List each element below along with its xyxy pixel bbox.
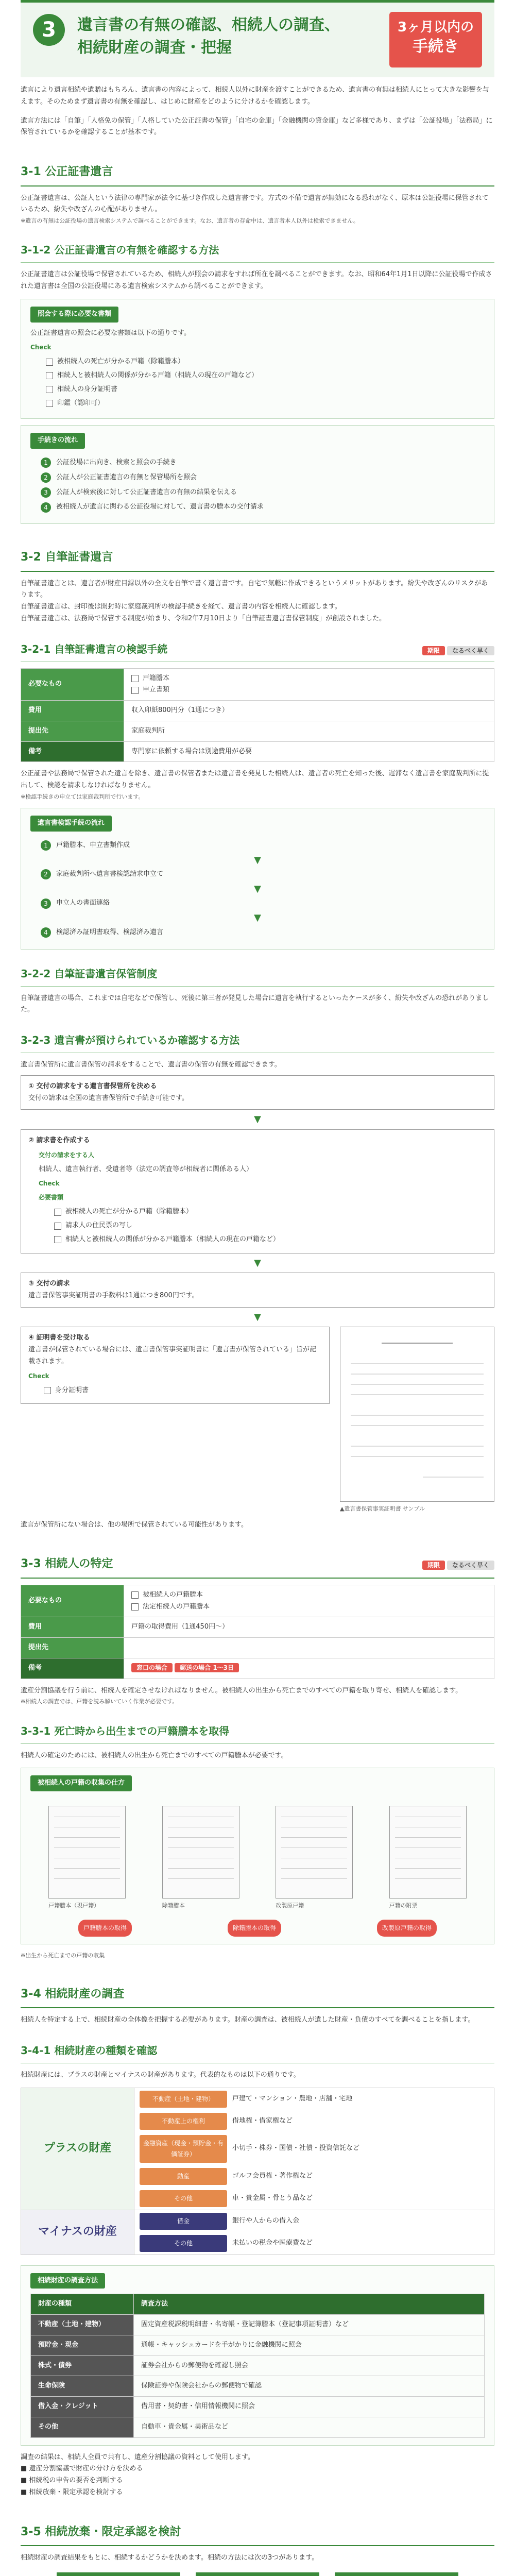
section-title-text: 3-3 相続人の特定 (21, 1557, 113, 1571)
table-header-cell: 必要なもの (21, 1585, 124, 1617)
intro-paragraph: 遺言により遺言相続や遺贈はもちろん、遺言書の内容によって、相続人以外に財産を渡すことができるため、遺言書の有無は相続人にとって大きな影響を与えます。そのためまず遺言書の有無を確認し、はじめに財産をどのように分けるかを確認します。 (21, 86, 489, 106)
flow-step (41, 927, 485, 939)
asset-row (134, 2188, 494, 2210)
deadline-tag: 期限 (422, 646, 445, 655)
box-heading: 照会する際に必要な書類 (30, 307, 118, 323)
table-row (31, 2376, 485, 2397)
checkbox-icon (54, 1223, 61, 1230)
paragraph: 相続人の確定のためには、被相続人の出生から死亡までのすべての戸籍謄本が必要です。 (21, 1751, 288, 1759)
flow-step (41, 472, 485, 484)
asset-label: 動産 (140, 2168, 227, 2185)
badge-line-2: 手続き (413, 37, 459, 56)
table-header-cell: 提出先 (21, 721, 124, 741)
subsection-title (21, 640, 494, 662)
subsection-title-text: 3-2-2 自筆証書遺言保管制度 (21, 967, 158, 980)
table-row (21, 1638, 494, 1658)
checklist-item (54, 1220, 487, 1232)
doc-caption: 戸籍謄本（現戸籍） (48, 1902, 100, 1909)
table-header-row (31, 2294, 485, 2315)
flow-box (21, 808, 494, 950)
certificate-sample (340, 1323, 494, 1514)
checkbox-icon (44, 1387, 51, 1394)
asset-row (134, 2088, 494, 2110)
step-text: 被相続人が遺言に関わる公証役場に対して、遺言書の謄本の交付請求 (56, 503, 264, 511)
survey-methods-box (21, 2265, 494, 2446)
checkbox-icon (131, 687, 139, 694)
list-item: ■ 遺産分割協議で財産の分け方を決める (21, 2465, 143, 2473)
table-cell: 保険証券や保険会社からの郵便物で確認 (134, 2376, 485, 2397)
table-row (21, 1658, 494, 1679)
table-header-cell: 費用 (21, 701, 124, 721)
step-number-icon: 1 (41, 457, 51, 468)
koseki-label: 戸籍謄本の取得 (78, 1920, 132, 1937)
minus-assets (21, 2210, 494, 2255)
paragraph: 遺言書保管所に遺言書保管の請求をすることで、遺言書の保管の有無を確認できます。 (21, 1061, 281, 1069)
asset-value: 小切手・株券・国債・社債・投資信託など (232, 2144, 360, 2153)
step-text: 検認済み証明書取得、検認済み遺言 (56, 928, 164, 936)
koseki-doc (162, 1806, 239, 1910)
step-text: 家庭裁判所へ遺言書検認請求申立て (56, 870, 164, 878)
table-header-cell: 備考 (21, 1658, 124, 1679)
table-cell (124, 1638, 494, 1658)
table-row (21, 1617, 494, 1638)
table-cell: 専門家に依頼する場合は別途費用が必要 (124, 741, 494, 762)
subsection-title-text: 3-4-1 相続財産の種類を確認 (21, 2044, 158, 2057)
asset-value: 借地権・借家権など (232, 2116, 293, 2125)
sub-label: 必要書類 (39, 1194, 64, 1201)
table-cell: 通帳・キャッシュカードを手がかりに金融機関に照会 (134, 2335, 485, 2355)
section-title (21, 2522, 494, 2547)
arrow-down-icon: ▼ (254, 883, 261, 894)
inheritance-options (21, 2572, 494, 2576)
asset-side-label: マイナスの財産 (21, 2210, 134, 2255)
checklist-item (46, 384, 485, 396)
box-heading: 被相続人の戸籍の収集の仕方 (30, 1775, 132, 1791)
note: ※相続人の調査では、戸籍を読み解いていく作業が必要です。 (21, 1698, 178, 1705)
checkbox-icon (131, 1603, 139, 1611)
asset-label: 不動産（土地・建物） (140, 2091, 227, 2108)
procedure-step (21, 1273, 494, 1308)
table-header-cell: 必要なもの (21, 668, 124, 701)
checkbox-icon (46, 359, 53, 366)
section-title (21, 162, 494, 187)
koseki-doc (389, 1806, 467, 1910)
checklist-text: 被相続人の死亡が分かる戸籍（除籍謄本） (65, 1208, 193, 1216)
checkbox-icon (46, 386, 53, 393)
chapter-title (77, 14, 376, 59)
paragraph: 自筆証書遺言の場合、これまでは自宅などで保管し、死後に第三者が発見した場合に遺言を執行するといったケースが多く、紛失や改ざんの恐れがありました。 (21, 994, 489, 1014)
subsection-title (21, 1722, 494, 1744)
step-heading: ① 交付の請求をする遺言書保管所を決める (28, 1082, 157, 1090)
step-heading: ③ 交付の請求 (28, 1280, 70, 1288)
step-text: 遺言書保管事実証明書の手数料は1通につき800円です。 (28, 1291, 199, 1299)
table-row (31, 2335, 485, 2355)
koseki-doc (276, 1806, 353, 1910)
arrow-down-icon: ▼ (254, 1257, 261, 1268)
table-header-cell: 借入金・クレジット (31, 2397, 134, 2417)
asset-label: その他 (140, 2235, 227, 2252)
flow-step (41, 457, 485, 469)
koseki-label: 改製原戸籍の取得 (377, 1920, 437, 1937)
table-cell: 借用書・契約書・信用情報機関に照会 (134, 2397, 485, 2417)
cell-text: 法定相続人の戸籍謄本 (143, 1602, 210, 1611)
table-header-cell: 調査方法 (134, 2294, 485, 2315)
note: ※出生から死亡までの戸籍の収集 (21, 1952, 105, 1959)
table-header-cell: 生命保険 (31, 2376, 134, 2397)
table-cell: 戸籍の取得費用（1通450円～） (124, 1617, 494, 1638)
checkbox-icon (131, 675, 139, 682)
doc-caption: 改製原戸籍 (276, 1902, 304, 1909)
sub-label: 交付の請求をする人 (39, 1151, 95, 1159)
checkbox-icon (131, 1591, 139, 1599)
koseki-labels (30, 1920, 485, 1937)
section-title (21, 1985, 494, 2009)
table-row (31, 2397, 485, 2417)
table-row (21, 741, 494, 762)
checklist-item (46, 370, 485, 382)
arrow-down-icon: ▼ (254, 1311, 261, 1323)
table-cell: 証券会社からの郵便物を確認し照会 (134, 2355, 485, 2376)
checklist-text: 相続人と被相続人の関係が分かる戸籍（相続人の現在の戸籍など） (57, 371, 259, 379)
document-image (340, 1327, 494, 1502)
section-3-4 (21, 1985, 494, 2499)
step-text: 戸籍謄本、申立書類作成 (56, 841, 130, 849)
asset-value: 未払いの税金や医療費など (232, 2239, 313, 2247)
cell-text: 被相続人の戸籍謄本 (143, 1590, 203, 1599)
table-row (31, 2315, 485, 2335)
checklist-text: 印鑑（認印可） (57, 399, 105, 407)
arrow-down-icon: ▼ (254, 1114, 261, 1125)
flow-step (41, 840, 485, 852)
option-card (196, 2572, 319, 2576)
image-caption: ▲遺言書保管事実証明書 サンプル (340, 1505, 425, 1513)
checklist-item (54, 1206, 487, 1218)
table-cell (124, 1585, 494, 1617)
check-label: Check (30, 344, 52, 351)
list-item: ■ 相続税の申告の要否を判断する (21, 2477, 123, 2485)
procedure-step (21, 1075, 494, 1110)
box-heading: 相続財産の調査方法 (30, 2273, 105, 2289)
certificate-row (21, 1323, 494, 1514)
required-documents-box (21, 299, 494, 419)
koseki-label: 除籍謄本の取得 (228, 1920, 281, 1937)
subsection-title (21, 965, 494, 987)
section-title (21, 548, 494, 572)
table-header-cell: 費用 (21, 1617, 124, 1638)
asset-row (134, 2210, 494, 2232)
option-card (335, 2572, 458, 2576)
asset-label: 借金 (140, 2213, 227, 2230)
subsection-title-text: 3-2-1 自筆証書遺言の検認手続 (21, 642, 168, 655)
arrow-down-icon: ▼ (254, 912, 261, 924)
document-image (162, 1806, 239, 1899)
cell-text: 戸籍謄本 (143, 674, 170, 682)
step-number-icon: 2 (41, 869, 51, 879)
asset-value: ゴルフ会員権・著作権など (232, 2172, 313, 2180)
step-text: 遺言書が保管されている場合には、遺言書保管事実証明書に「遺言書が保管されている」旨が記載されます。 (28, 1346, 317, 1365)
asset-row (134, 2232, 494, 2255)
note: ※検認手続きの申立ては家庭裁判所で行います。 (21, 793, 144, 800)
flow-step (41, 501, 485, 513)
deadline-value: なるべく早く (447, 646, 494, 655)
paragraph: 遺言が保管所にない場合は、他の場所で保管されている可能性があります。 (21, 1520, 248, 1529)
table-header-cell: 預貯金・現金 (31, 2335, 134, 2355)
intro (21, 84, 494, 139)
checkbox-icon (46, 400, 53, 407)
box-text: 公正証書遺言の照会に必要な書類は以下の通りです。 (30, 329, 191, 337)
info-table (21, 1585, 494, 1679)
step-number-icon: 4 (41, 927, 51, 938)
deadline-badge (389, 12, 482, 67)
section-title-text: 3-4 相続財産の調査 (21, 1987, 125, 2001)
survey-table (30, 2294, 485, 2437)
procedure-step (21, 1327, 330, 1404)
section-title-text: 3-2 自筆証書遺言 (21, 551, 113, 564)
table-row (21, 701, 494, 721)
document-image (276, 1806, 353, 1899)
asset-value: 車・貴金属・骨とう品など (232, 2194, 313, 2202)
table-row (31, 2417, 485, 2437)
koseki-doc (48, 1806, 126, 1910)
table-header-cell: 備考 (21, 741, 124, 762)
asset-label: その他 (140, 2190, 227, 2207)
asset-side-label: プラスの財産 (21, 2088, 134, 2210)
section-3-2 (21, 548, 494, 1531)
checklist-item (44, 1385, 322, 1397)
flow-step (41, 869, 485, 880)
asset-row (134, 2132, 494, 2165)
section-title (21, 1554, 494, 1579)
table-cell (124, 1658, 494, 1679)
option-heading (197, 2573, 318, 2576)
step-heading: ④ 証明書を受け取る (28, 1334, 90, 1342)
asset-row (134, 2165, 494, 2188)
table-cell: 自動車・貴金属・美術品など (134, 2417, 485, 2437)
subsection-title (21, 1031, 494, 1053)
subsection-title-text: 3-3-1 死亡時から出生までの戸籍謄本を取得 (21, 1724, 230, 1737)
asset-row (134, 2110, 494, 2132)
checkbox-icon (54, 1236, 61, 1243)
table-cell: 収入印紙800円分（1通につき） (124, 701, 494, 721)
section-title-text: 3-1 公正証書遺言 (21, 165, 113, 178)
step-text: 公証人が検索後に対して公正証書遺言の有無の結果を伝える (56, 488, 237, 496)
section-3-1 (21, 162, 494, 524)
asset-value: 戸建て・マンション・農地・店舗・宅地 (232, 2094, 353, 2103)
checkbox-icon (46, 372, 53, 379)
paragraph: 公正証書や法務局で保管された遺言を除き、遺言書の保管者または遺言書を発見した相続人は、遺言者の死亡を知った後、遅滞なく遺言書を家庭裁判所に提出して、検認を請求しなければなりません。 (21, 770, 489, 789)
box-heading: 手続きの流れ (30, 433, 85, 449)
step-number-icon: 2 (41, 472, 51, 483)
step-text: 相続人、遺言執行者、受遺者等（法定の調査等が相続者に関係ある人） (39, 1165, 253, 1173)
doc-caption: 戸籍の附票 (389, 1902, 418, 1909)
title-line-2: 相続財産の調査・把握 (77, 38, 232, 57)
step-number-icon: 3 (41, 899, 51, 909)
checklist-item (46, 398, 485, 410)
table-cell: 家庭裁判所 (124, 721, 494, 741)
chapter-number: 3 (33, 14, 65, 46)
option-heading (58, 2573, 179, 2576)
step-number-icon: 3 (41, 487, 51, 498)
table-header-cell: 財産の種類 (31, 2294, 134, 2315)
section-title-text: 3-5 相続放棄・限定承認を検討 (21, 2525, 181, 2538)
paragraph: 相続財産の調査結果をもとに、相続するかどうかを決めます。相続の方法には次の3つがあります。 (21, 2554, 319, 2562)
deadline-tag: 期限 (422, 1561, 445, 1570)
table-header-cell: 株式・債券 (31, 2355, 134, 2376)
section-3-5 (21, 2522, 494, 2576)
note: ※遺言の有無は公証役場の遺言検索システムで調べることができます。なお、遺言者の存命中は、遺言者本人以外は検索できません。 (21, 217, 359, 224)
step-text: 公証人が公正証書遺言の有無と保管場所を照会 (56, 473, 197, 481)
checklist-text: 身分証明書 (55, 1386, 89, 1394)
table-header-cell: 不動産（土地・建物） (31, 2315, 134, 2335)
plus-assets (21, 2088, 494, 2210)
asset-value: 銀行や人からの借入金 (232, 2216, 300, 2225)
checklist-item (54, 1234, 487, 1246)
table-row (21, 1585, 494, 1617)
paragraph: 遺産分割協議を行う前に、相続人を確定させなければなりません。被相続人の出生から死亡までのすべての戸籍を取り寄せ、相続人を確認します。 (21, 1686, 462, 1694)
flow-step (41, 897, 485, 909)
table-row (31, 2355, 485, 2376)
subsection-title (21, 241, 494, 263)
chapter-header (21, 0, 494, 77)
intro-paragraph: 遺言方法には「自筆」「人格免の保管」「人格していた公正証書の保管」「自宅の金庫」「金融機関の貸金庫」など多様であり、まずは「公証役場」「法務局」に保管されているかを確認することが基本です。 (21, 116, 493, 137)
checklist-text: 相続人の身分証明書 (57, 385, 118, 393)
flow-step (41, 487, 485, 499)
subsection-title (21, 2042, 494, 2063)
step-heading: ② 請求書を作成する (28, 1136, 90, 1144)
checkbox-icon (54, 1209, 61, 1216)
asset-label: 不動産上の権利 (140, 2113, 227, 2130)
procedure-step (21, 1129, 494, 1253)
paragraph: 公正証書遺言は、公証人という法律の専門家が法令に基づき作成した遺言書です。方式の不備で遺言が無効になる恐れがなく、原本は公証役場に保管されているため、紛失や改ざんの心配がありません。 (21, 194, 489, 214)
koseki-box (21, 1768, 494, 1944)
box-heading: 遺言書検認手続の流れ (30, 816, 112, 832)
table-row (21, 721, 494, 741)
paragraph: 自筆証書遺言は、封印後は開封時に家庭裁判所の検認手続きを経て、遺言書の内容を相続人に確認します。 (21, 603, 341, 611)
paragraph: 公正証書遺言は公証役場で保管されているため、相続人が照会の請求をすれば所在を調べることができます。なお、昭和64年1月1日以降に公証役場で作成された遺言書は全国の公証役場にある遺言検索システムから調べることができます。 (21, 270, 492, 290)
koseki-docs (30, 1806, 485, 1910)
doc-caption: 除籍謄本 (162, 1902, 185, 1909)
asset-label: 金融資産（現金・預貯金・有価証券） (140, 2135, 227, 2163)
document-image (48, 1806, 126, 1899)
step-text: 申立人の書面連絡 (56, 899, 110, 907)
cell-tag: 窓口の場合 (131, 1663, 173, 1672)
info-table (21, 668, 494, 762)
paragraph: 相続人を特定する上で、相続財産の全体像を把握する必要があります。財産の調査は、被相続人が遺した財産・負債のすべてを調べることを指します。 (21, 2016, 475, 2024)
option-heading (336, 2573, 457, 2576)
subsection-title-text: 3-2-3 遺言書が預けられているか確認する方法 (21, 1034, 240, 1047)
step-number-icon: 4 (41, 502, 51, 513)
paragraph: 自筆証書遺言は、法務局で保管する制度が始まり、令和2年7月10日より「自筆証書遺言書保管制度」が創設されました。 (21, 614, 386, 622)
flow-box (21, 425, 494, 524)
title-line-1: 遺言書の有無の確認、相続人の調査、 (77, 16, 340, 34)
step-number-icon: 1 (41, 840, 51, 851)
checklist-item (46, 356, 485, 368)
step-text: 交付の請求は全国の遺言書保管所で手続き可能です。 (28, 1094, 188, 1102)
check-label: Check (39, 1180, 60, 1188)
table-header-cell: 提出先 (21, 1638, 124, 1658)
paragraph: 調査の結果は、相続人全員で共有し、遺産分割協議の資料として使用します。 (21, 2453, 254, 2461)
table-cell: 固定資産税課税明細書・名寄帳・登記簿謄本（登記事項証明書）など (134, 2315, 485, 2335)
subsection-title-text: 3-1-2 公正証書遺言の有無を確認する方法 (21, 244, 219, 257)
paragraph: 自筆証書遺言とは、遺言者が財産目録以外の全文を自筆で書く遺言書です。自宅で気軽に作成できるというメリットがあります。紛失や改ざんのリスクがあります。 (21, 579, 488, 599)
check-label: Check (28, 1372, 49, 1380)
document-image (389, 1806, 467, 1899)
paragraph: 相続財産には、プラスの財産とマイナスの財産があります。代表的なものは以下の通りです。 (21, 2071, 300, 2079)
checklist-text: 相続人と被相続人の関係が分かる戸籍謄本（相続人の現在の戸籍など） (65, 1235, 280, 1243)
option-card (57, 2572, 180, 2576)
table-header-cell: その他 (31, 2417, 134, 2437)
checklist-text: 被相続人の死亡が分かる戸籍（除籍謄本） (57, 358, 185, 366)
table-row (21, 668, 494, 701)
deadline-value: なるべく早く (447, 1561, 494, 1570)
cell-tag: 郵送の場合 1～3日 (175, 1663, 239, 1672)
badge-line-1: 3ヶ月以内の (397, 20, 474, 35)
arrow-down-icon: ▼ (254, 854, 261, 866)
step-text: 公証役場に出向き、検索と照会の手続き (56, 459, 177, 466)
list-item: ■ 相続放棄・限定承認を検討する (21, 2488, 123, 2496)
checklist-text: 請求人の住民票の写し (65, 1222, 133, 1230)
cell-text: 申立書類 (143, 686, 170, 694)
table-cell (124, 668, 494, 701)
section-3-3 (21, 1554, 494, 1960)
